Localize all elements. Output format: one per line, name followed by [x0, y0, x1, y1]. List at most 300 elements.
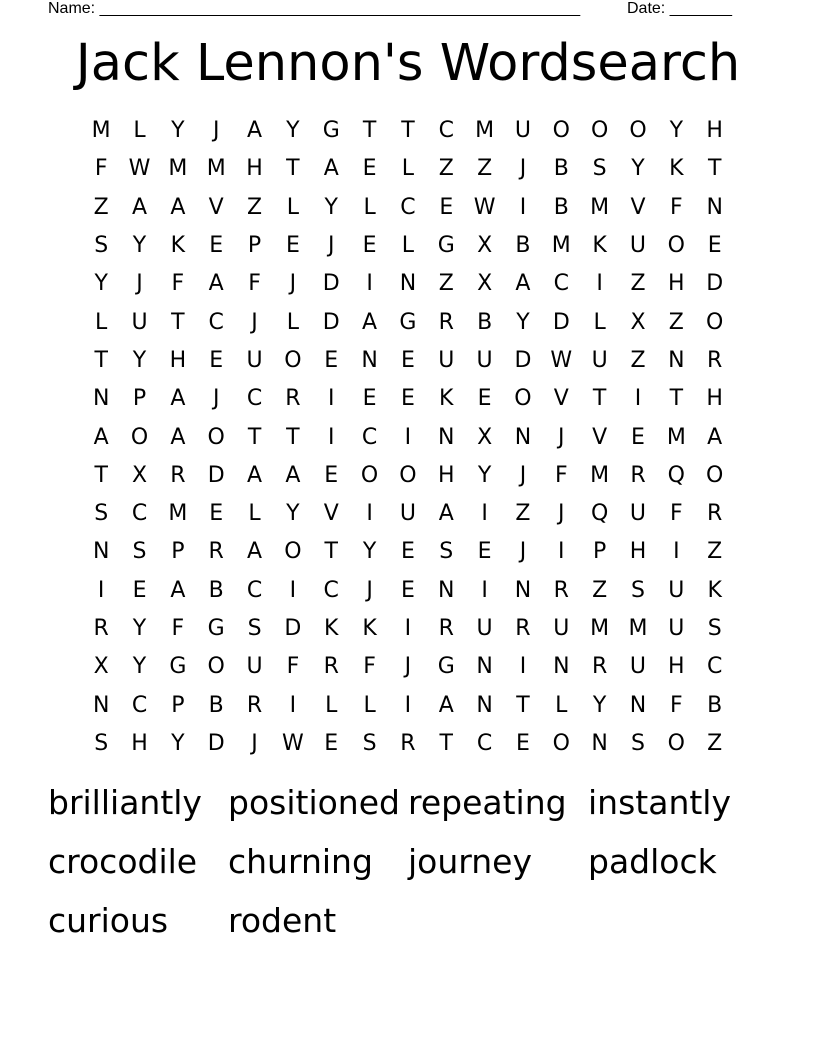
grid-letter: E [400, 577, 415, 603]
grid-letter: B [707, 692, 723, 718]
grid-letter: F [363, 654, 376, 680]
grid-letter: C [400, 194, 416, 220]
grid-letter: A [247, 539, 263, 565]
grid-letter: R [93, 616, 109, 641]
grid-letter: J [289, 271, 297, 297]
grid-letter: T [401, 118, 415, 144]
grid-letter: E [324, 462, 339, 488]
grid-letter: E [362, 156, 377, 182]
grid-letter: B [553, 156, 569, 182]
grid-letter: H [706, 118, 723, 144]
grid-letter: S [707, 616, 722, 641]
grid-letter: A [285, 462, 301, 488]
grid-letter: I [366, 501, 373, 527]
grid-letter: D [552, 309, 570, 335]
grid-letter: I [596, 271, 603, 297]
grid-letter: N [361, 347, 378, 373]
grid-letter: C [246, 577, 263, 603]
grid-row [82, 303, 734, 341]
grid-row [82, 380, 734, 418]
grid-row [82, 648, 734, 686]
grid-letter: N [514, 424, 532, 450]
grid-letter: I [519, 654, 527, 680]
grid-letter: M [590, 462, 610, 488]
grid-letter: T [94, 462, 108, 488]
grid-letter: M [551, 233, 571, 259]
grid-letter: U [246, 654, 263, 680]
grid-letter: T [669, 386, 684, 412]
grid-letter: G [437, 654, 455, 680]
grid-letter: C [246, 386, 263, 412]
grid-letter: I [366, 271, 373, 297]
grid-letter: F [670, 194, 683, 220]
grid-letter: C [706, 654, 723, 680]
grid-letter: J [558, 501, 565, 527]
word-list-item: churning [228, 842, 373, 881]
grid-letter: L [363, 692, 376, 718]
grid-letter: N [476, 692, 493, 718]
grid-letter: R [323, 654, 339, 680]
grid-letter: Y [631, 156, 645, 182]
grid-letter: G [399, 309, 417, 335]
grid-letter: C [208, 309, 224, 335]
grid-letter: M [666, 424, 686, 450]
grid-letter: Q [590, 501, 609, 527]
grid-letter: H [169, 347, 187, 373]
letter-grid [82, 112, 734, 763]
grid-row [82, 227, 734, 265]
grid-letter: E [400, 539, 415, 565]
grid-letter: J [366, 577, 373, 603]
grid-letter: J [136, 271, 143, 297]
grid-letter: O [706, 309, 724, 335]
grid-letter: G [169, 654, 187, 680]
grid-letter: G [322, 118, 340, 144]
grid-letter: A [707, 424, 723, 450]
grid-letter: F [171, 271, 185, 297]
grid-letter: X [93, 654, 109, 680]
grid-letter: E [209, 233, 224, 259]
grid-letter: T [362, 118, 377, 144]
grid-letter: H [629, 539, 647, 565]
grid-letter: N [668, 347, 685, 373]
grid-letter: Y [286, 118, 300, 144]
grid-letter: L [133, 118, 146, 144]
grid-letter: N [92, 692, 110, 718]
grid-letter: R [515, 616, 531, 641]
grid-letter: O [399, 462, 417, 488]
grid-letter: K [324, 616, 339, 641]
grid-row [82, 342, 734, 380]
grid-letter: U [476, 347, 493, 373]
grid-letter: Y [286, 501, 300, 527]
grid-letter: I [327, 386, 335, 412]
grid-letter: N [553, 654, 570, 680]
grid-letter: I [404, 616, 412, 641]
grid-letter: E [362, 233, 377, 259]
grid-row [82, 418, 734, 456]
grid-letter: N [92, 386, 110, 412]
grid-letter: C [361, 424, 378, 450]
grid-letter: Z [630, 271, 646, 297]
grid-letter: U [553, 616, 570, 641]
grid-letter: J [558, 424, 565, 450]
grid-letter: C [131, 501, 148, 527]
grid-letter: U [438, 347, 455, 373]
grid-letter: E [477, 539, 492, 565]
grid-letter: I [673, 539, 680, 565]
grid-letter: E [324, 347, 339, 373]
grid-letter: Y [362, 539, 377, 565]
grid-letter: W [473, 194, 496, 220]
grid-letter: A [438, 692, 454, 718]
grid-letter: A [323, 156, 339, 182]
grid-letter: I [519, 194, 527, 220]
grid-letter: S [94, 730, 109, 756]
grid-letter: U [399, 501, 416, 527]
grid-letter: M [475, 118, 495, 144]
grid-letter: P [171, 539, 185, 565]
grid-letter: T [707, 156, 722, 182]
word-list-item: repeating [408, 783, 567, 822]
grid-letter: A [170, 194, 186, 220]
grid-row [82, 572, 734, 610]
grid-letter: S [631, 577, 645, 603]
grid-letter: J [251, 730, 258, 756]
grid-letter: A [247, 118, 263, 144]
grid-letter: M [590, 616, 610, 641]
grid-letter: A [362, 309, 378, 335]
grid-letter: V [592, 424, 608, 450]
grid-letter: E [400, 386, 415, 412]
grid-letter: D [207, 462, 225, 488]
grid-letter: H [668, 271, 685, 297]
grid-letter: U [591, 347, 608, 373]
grid-letter: V [323, 501, 339, 527]
grid-letter: P [247, 233, 262, 259]
grid-letter: I [634, 386, 642, 412]
grid-letter: U [246, 347, 263, 373]
grid-letter: O [207, 654, 225, 680]
grid-letter: X [630, 309, 646, 335]
grid-letter: F [248, 271, 261, 297]
grid-letter: Y [132, 233, 147, 259]
grid-letter: O [514, 386, 532, 412]
grid-letter: R [707, 501, 723, 527]
grid-letter: I [289, 577, 297, 603]
grid-letter: Z [247, 194, 263, 220]
grid-letter: H [706, 386, 723, 412]
grid-letter: A [131, 194, 148, 220]
grid-letter: Z [515, 501, 531, 527]
grid-letter: I [404, 424, 412, 450]
grid-letter: L [401, 156, 415, 182]
grid-letter: O [207, 424, 225, 450]
grid-letter: L [95, 309, 108, 335]
grid-letter: S [362, 730, 377, 756]
grid-letter: Y [324, 194, 338, 220]
grid-row [82, 265, 734, 303]
grid-letter: Z [592, 577, 608, 603]
word-list-item: instantly [588, 783, 731, 822]
grid-letter: Y [171, 118, 185, 144]
grid-letter: Z [438, 156, 454, 182]
grid-letter: H [437, 462, 455, 488]
grid-letter: T [286, 424, 300, 450]
grid-letter: V [630, 194, 646, 220]
grid-letter: Y [171, 730, 185, 756]
grid-letter: I [97, 577, 105, 603]
grid-letter: O [590, 118, 609, 144]
grid-row [82, 686, 734, 724]
grid-letter: S [631, 730, 645, 756]
grid-letter: S [439, 539, 454, 565]
grid-letter: T [171, 309, 185, 335]
grid-letter: N [476, 654, 493, 680]
grid-letter: L [248, 501, 261, 527]
name-field-line: Name: ______________________________________________________ [48, 0, 581, 17]
grid-row [82, 533, 734, 571]
grid-letter: R [591, 654, 608, 680]
grid-letter: D [514, 347, 532, 373]
grid-row [82, 495, 734, 533]
grid-letter: R [630, 462, 646, 488]
grid-letter: W [282, 730, 304, 756]
grid-letter: S [247, 616, 262, 641]
grid-letter: R [400, 730, 416, 756]
grid-letter: T [592, 386, 607, 412]
grid-letter: O [284, 347, 302, 373]
grid-letter: E [631, 424, 645, 450]
grid-letter: C [553, 271, 569, 297]
grid-letter: N [706, 194, 723, 220]
grid-letter: V [553, 386, 569, 412]
grid-letter: Y [516, 309, 530, 335]
grid-letter: Z [477, 156, 493, 182]
grid-letter: O [667, 233, 685, 259]
grid-letter: C [476, 730, 493, 756]
grid-letter: H [246, 156, 263, 182]
grid-letter: I [558, 539, 565, 565]
grid-letter: F [286, 654, 300, 680]
grid-row [82, 112, 734, 150]
grid-letter: A [208, 271, 224, 297]
grid-letter: O [667, 730, 685, 756]
grid-letter: L [401, 233, 415, 259]
grid-letter: T [324, 539, 338, 565]
grid-letter: L [363, 194, 376, 220]
grid-letter: K [669, 156, 684, 182]
grid-letter: P [171, 692, 185, 718]
grid-letter: J [212, 386, 220, 412]
grid-letter: S [132, 539, 147, 565]
grid-letter: D [322, 271, 340, 297]
grid-letter: N [629, 692, 647, 718]
grid-letter: J [212, 118, 220, 144]
word-list-item: crocodile [48, 842, 198, 881]
grid-letter: M [168, 501, 188, 527]
grid-row [82, 725, 734, 763]
grid-letter: I [404, 692, 412, 718]
grid-letter: F [670, 501, 683, 527]
grid-letter: M [206, 156, 226, 182]
grid-letter: O [284, 539, 302, 565]
grid-letter: Y [132, 347, 147, 373]
grid-letter: J [327, 233, 335, 259]
grid-letter: M [168, 156, 188, 182]
grid-letter: K [170, 233, 186, 259]
grid-letter: U [514, 118, 531, 144]
grid-letter: U [629, 233, 647, 259]
grid-letter: T [247, 424, 262, 450]
grid-letter: D [706, 271, 724, 297]
grid-letter: K [362, 616, 377, 641]
grid-letter: B [208, 577, 224, 603]
grid-letter: A [515, 271, 531, 297]
grid-letter: N [438, 424, 455, 450]
grid-letter: U [668, 577, 685, 603]
grid-letter: A [438, 501, 454, 527]
grid-letter: J [519, 156, 527, 182]
grid-letter: U [668, 616, 685, 641]
grid-letter: X [477, 424, 493, 450]
word-list [48, 778, 768, 955]
grid-letter: L [286, 194, 300, 220]
grid-row [82, 150, 734, 188]
grid-letter: N [514, 577, 532, 603]
grid-letter: D [322, 309, 340, 335]
grid-letter: R [707, 347, 723, 373]
grid-letter: M [91, 118, 111, 144]
grid-letter: R [553, 577, 569, 603]
grid-letter: E [285, 233, 300, 259]
word-list-item: journey [408, 842, 533, 881]
grid-letter: R [438, 309, 454, 335]
grid-letter: G [437, 233, 455, 259]
grid-letter: E [477, 386, 492, 412]
grid-row [82, 189, 734, 227]
grid-letter: R [208, 539, 224, 565]
grid-letter: O [552, 118, 570, 144]
grid-letter: G [207, 616, 225, 641]
grid-letter: R [170, 462, 186, 488]
grid-letter: P [593, 539, 607, 565]
grid-letter: E [132, 577, 147, 603]
grid-letter: T [286, 156, 300, 182]
grid-letter: Z [707, 539, 723, 565]
grid-letter: E [516, 730, 530, 756]
grid-letter: Y [669, 118, 684, 144]
grid-letter: X [477, 271, 493, 297]
grid-letter: M [628, 616, 648, 641]
grid-letter: L [286, 309, 300, 335]
grid-letter: Y [94, 271, 108, 297]
grid-letter: R [285, 386, 301, 412]
grid-letter: A [170, 577, 186, 603]
grid-letter: W [128, 156, 151, 182]
word-list-item: rodent [228, 901, 337, 940]
grid-letter: A [170, 424, 186, 450]
grid-letter: T [94, 347, 108, 373]
grid-letter: Z [668, 309, 684, 335]
grid-letter: S [94, 233, 109, 259]
grid-letter: K [592, 233, 607, 259]
grid-letter: F [554, 462, 568, 488]
grid-letter: F [670, 692, 683, 718]
grid-letter: Z [93, 194, 109, 220]
page-title: Jack Lennon's Wordsearch [75, 34, 741, 93]
word-list-item: padlock [588, 842, 717, 881]
grid-letter: V [208, 194, 224, 220]
grid-letter: X [131, 462, 148, 488]
grid-letter: H [668, 654, 685, 680]
grid-letter: L [555, 692, 568, 718]
grid-letter: F [171, 616, 185, 641]
grid-letter: W [550, 347, 573, 373]
grid-letter: O [629, 118, 647, 144]
grid-letter: N [591, 730, 608, 756]
grid-letter: E [209, 347, 224, 373]
grid-letter: U [131, 309, 148, 335]
grid-letter: X [477, 233, 493, 259]
grid-letter: D [284, 616, 302, 641]
grid-letter: E [324, 730, 339, 756]
grid-letter: Y [132, 654, 147, 680]
grid-letter: Y [477, 462, 492, 488]
grid-letter: I [289, 692, 297, 718]
grid-letter: O [130, 424, 149, 450]
grid-letter: C [323, 577, 339, 603]
grid-letter: Z [438, 271, 454, 297]
grid-letter: R [438, 616, 454, 641]
grid-letter: J [404, 654, 412, 680]
grid-letter: J [519, 462, 527, 488]
grid-letter: H [131, 730, 148, 756]
word-list-item: positioned [228, 783, 400, 822]
grid-letter: Y [132, 616, 147, 641]
grid-letter: N [438, 577, 455, 603]
grid-letter: O [360, 462, 379, 488]
grid-letter: L [593, 309, 606, 335]
grid-letter: A [93, 424, 109, 450]
word-list-item: brilliantly [48, 783, 202, 822]
grid-letter: C [131, 692, 148, 718]
grid-letter: N [92, 539, 110, 565]
grid-letter: U [629, 654, 647, 680]
grid-letter: U [629, 501, 647, 527]
grid-letter: I [327, 424, 335, 450]
grid-letter: E [209, 501, 224, 527]
grid-letter: Q [667, 462, 685, 488]
grid-letter: E [439, 194, 454, 220]
grid-letter: B [515, 233, 531, 259]
grid-letter: D [207, 730, 225, 756]
grid-letter: O [706, 462, 724, 488]
grid-letter: Z [630, 347, 646, 373]
grid-row [82, 610, 734, 648]
grid-letter: B [477, 309, 493, 335]
grid-letter: I [481, 501, 488, 527]
grid-letter: S [94, 501, 109, 527]
grid-letter: K [439, 386, 454, 412]
grid-row [82, 457, 734, 495]
grid-letter: S [592, 156, 607, 182]
grid-letter: B [553, 194, 569, 220]
grid-letter: N [399, 271, 417, 297]
grid-letter: B [208, 692, 224, 718]
grid-letter: J [519, 539, 527, 565]
grid-letter: A [247, 462, 263, 488]
